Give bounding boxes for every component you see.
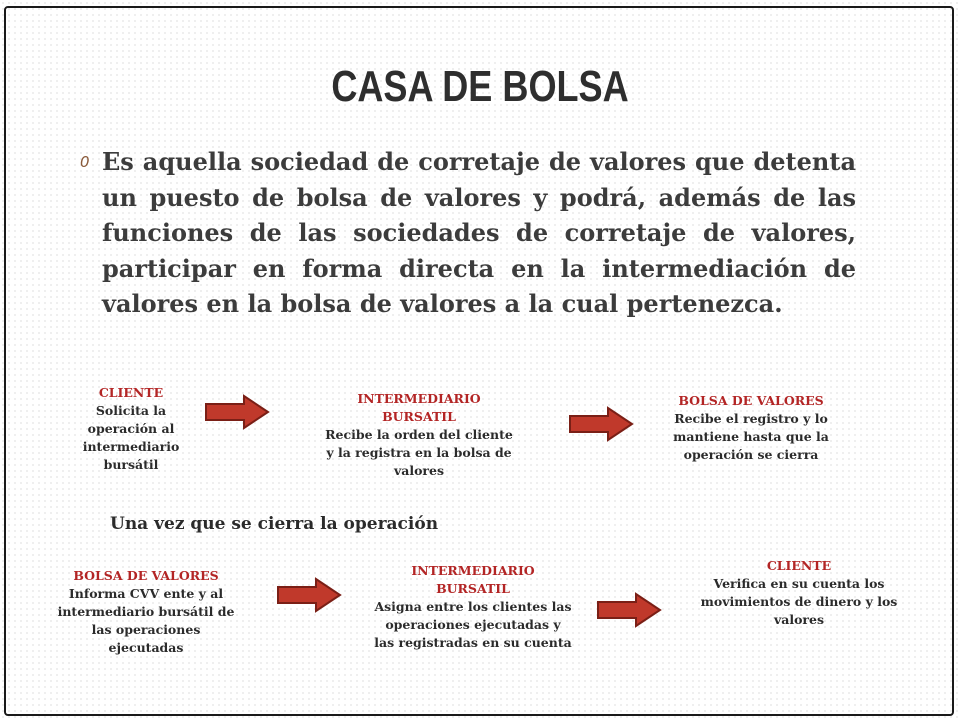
- step-heading: BOLSA DE VALORES: [73, 568, 219, 583]
- flow1-step-bolsa: [660, 392, 842, 464]
- arrow-right-icon: [276, 577, 342, 613]
- flow2-step-intermediario: [374, 562, 572, 652]
- step-heading: CLIENTE: [766, 558, 832, 573]
- bullet-marker: 0: [80, 153, 90, 171]
- step-description: Asigna entre los clientes las operaciones ejecutadas y las registradas en su cuenta: [374, 599, 572, 650]
- step-heading: BOLSA DE VALORES: [678, 393, 824, 408]
- flow1-step-cliente: [72, 384, 190, 474]
- arrow-right-icon: [568, 406, 634, 442]
- step-description: Recibe el registro y lo mantiene hasta que la operación se cierra: [673, 411, 829, 462]
- flow1-step-intermediario: [322, 390, 516, 480]
- section-subtitle: Una vez que se cierra la operación: [110, 514, 439, 534]
- step-description: Informa CVV ente y al intermediario bursátil de las operaciones ejecutadas: [57, 586, 235, 655]
- definition-text: Es aquella sociedad de corretaje de valores que detenta un puesto de bolsa de valores y podrá, además de las funciones de las sociedades de corretaje de valores, participar en forma directa en la intermediación de valores en la bolsa de valores a la cual pertenezca.: [102, 147, 856, 318]
- step-heading: INTERMEDIARIO BURSATIL: [357, 391, 481, 424]
- flow2-step-bolsa: [54, 567, 238, 657]
- flow2-step-cliente: [700, 557, 898, 629]
- step-description: Verifica en su cuenta los movimientos de dinero y los valores: [700, 576, 898, 627]
- arrow-right-icon: [204, 394, 270, 430]
- arrow-right-icon: [596, 592, 662, 628]
- step-heading: INTERMEDIARIO BURSATIL: [411, 563, 535, 596]
- slide-title: CASA DE BOLSA: [331, 62, 629, 111]
- step-description: Solicita la operación al intermediario bursátil: [82, 403, 180, 472]
- step-heading: CLIENTE: [98, 385, 164, 400]
- step-description: Recibe la orden del cliente y la registra en la bolsa de valores: [325, 427, 513, 478]
